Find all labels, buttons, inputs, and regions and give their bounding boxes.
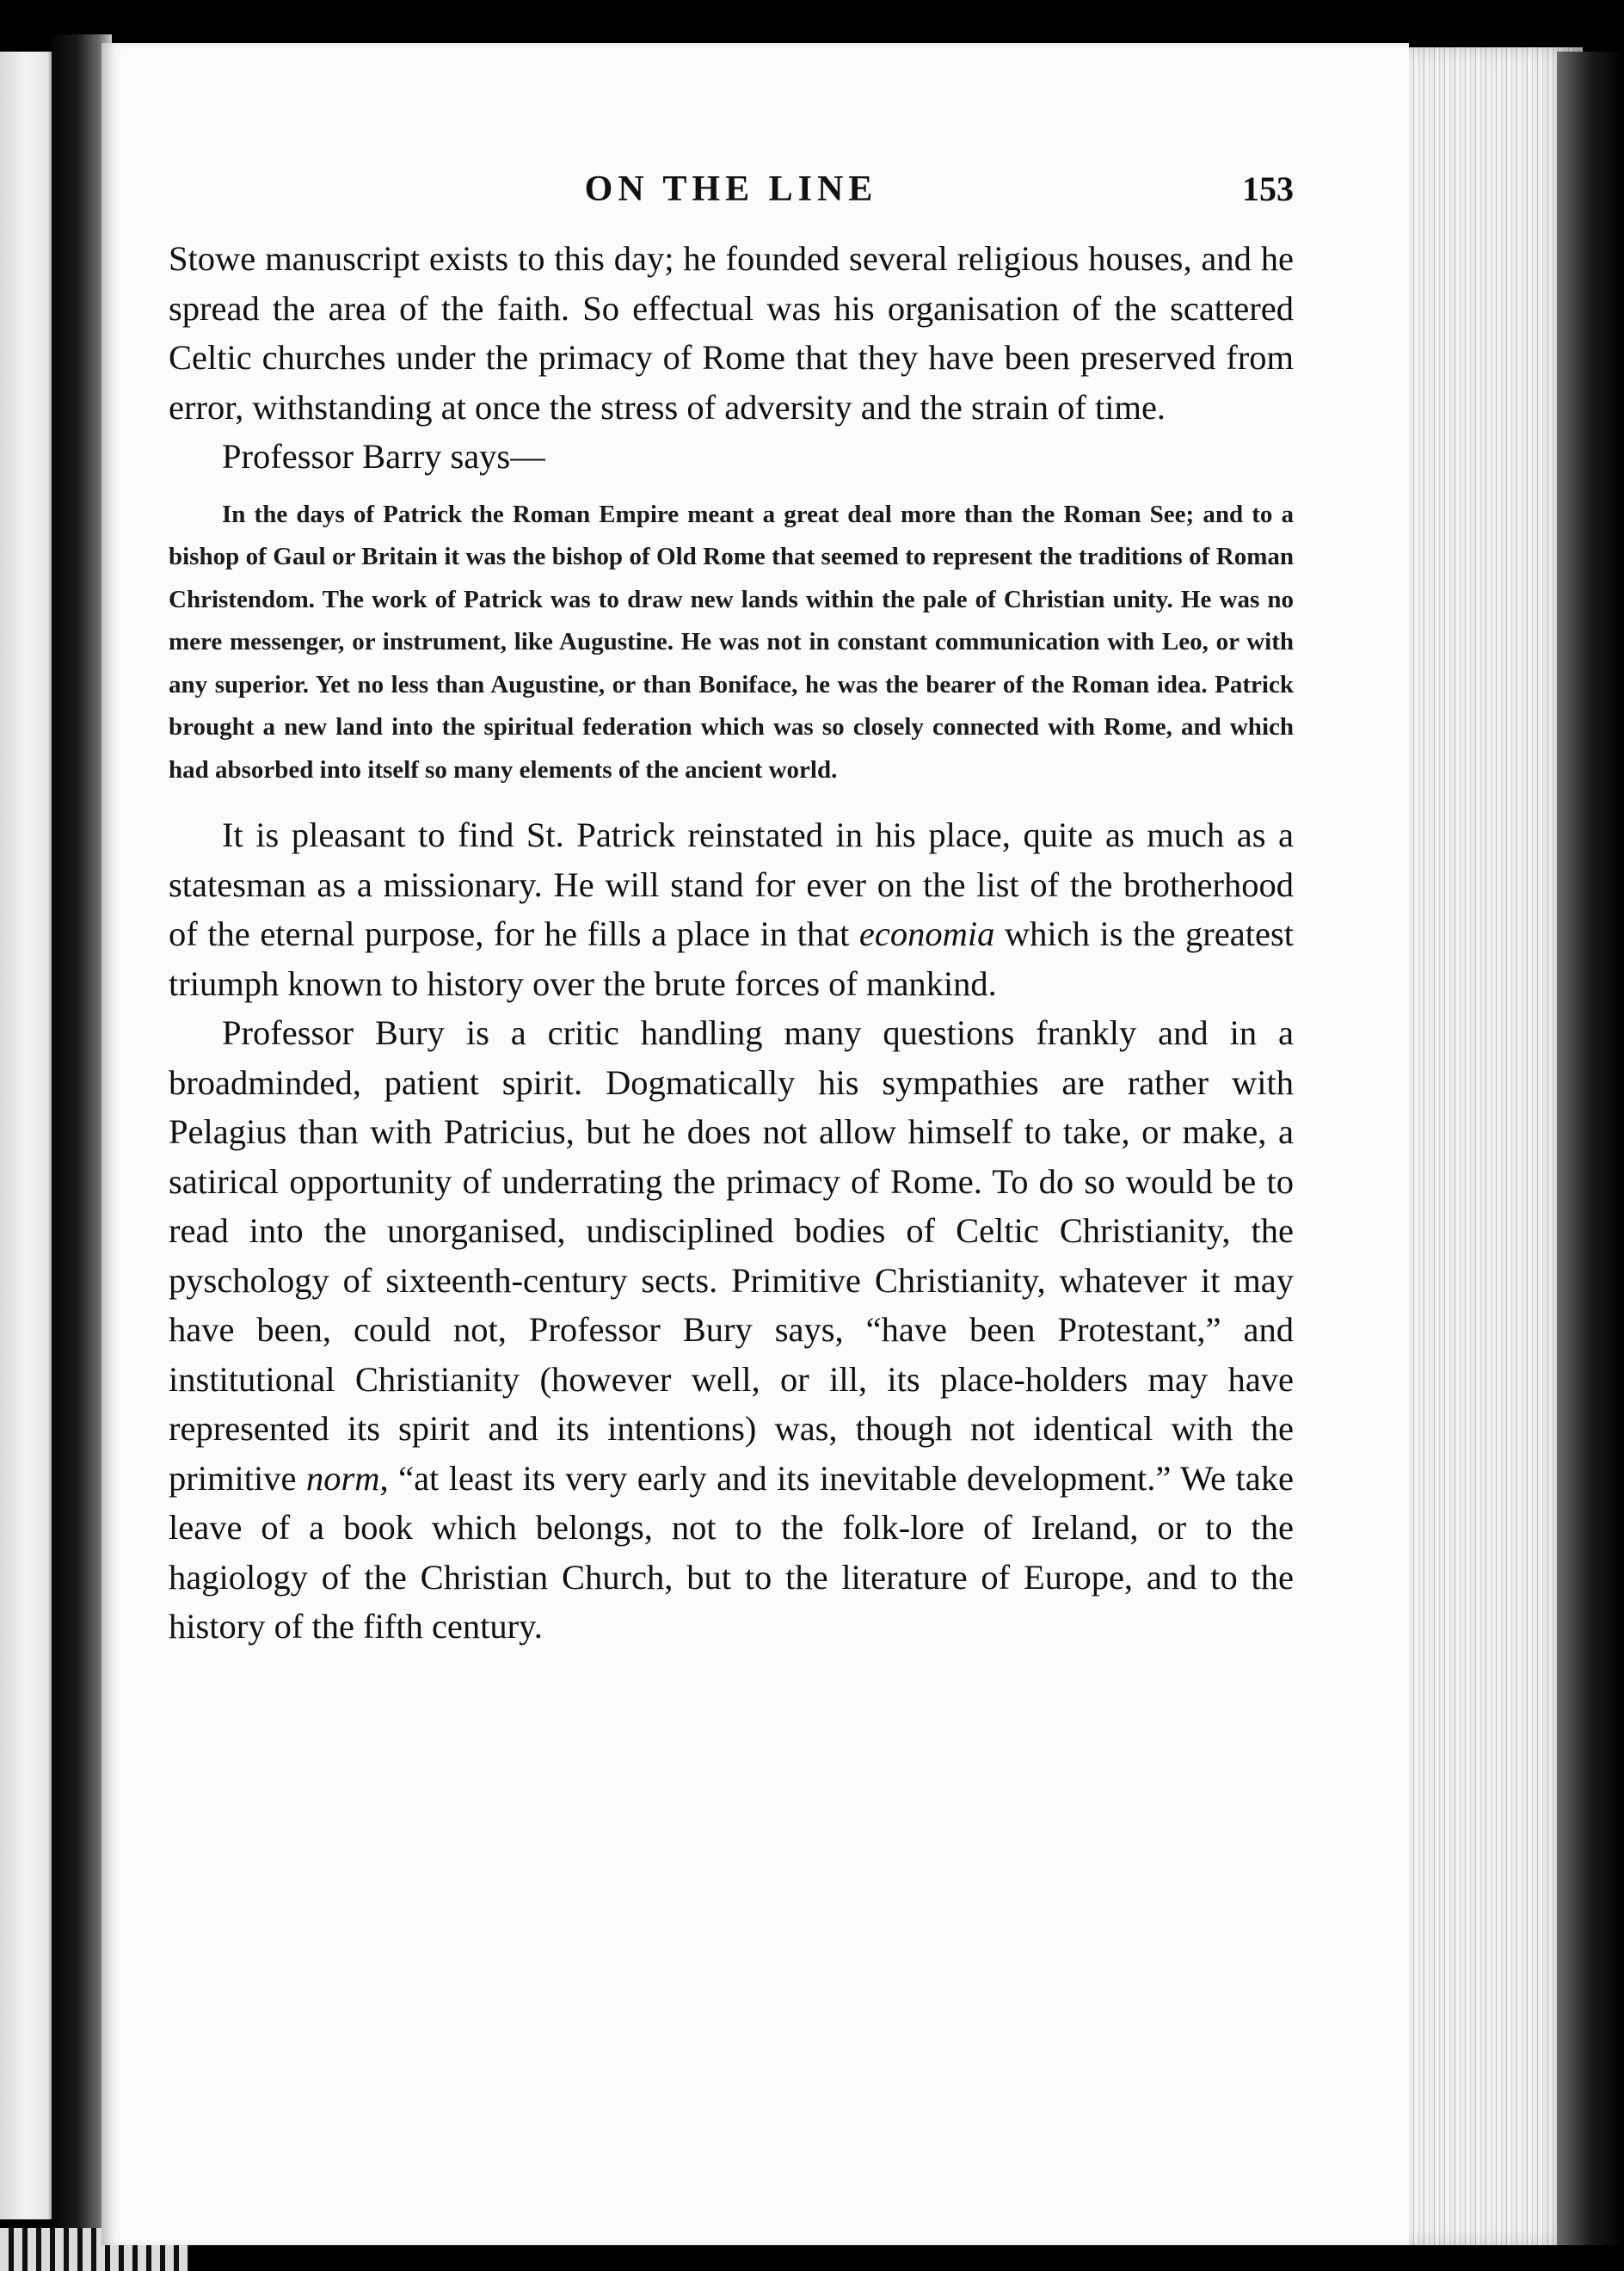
fore-edge-shadow [1557,52,1624,2245]
block-quote: In the days of Patrick the Roman Empire meant a great deal more than the Roman See; and to a bishop of Gaul or Britain it was the bishop of Old Rome that seemed to represent the traditions of Roman Christendom. The work of Patrick was to draw new lands within the pale of Christian unity. He was no mere messenger, or instrument, like Augustine. He was not in constant communication with Leo, or with any superior. Yet no less than Augustine, or than Boniface, he was the bearer of the Roman idea. Patrick brought a new land into the spiritual federation which was so closely connected with Rome, and which had absorbed into itself so many elements of the ancient world. [169,500,1294,784]
italic-term-norm: norm [305,1458,380,1498]
italic-term-economia: economia [858,914,995,953]
paragraph-bury-text-2: , “at least its very early and its inevitable development.” We take leave of a book which belongs, not to the folk-lore of Ireland, or to the hagiology of the Christian Church, but to the literature of Europe, and to the history of the fifth century. [169,1458,1294,1646]
paragraph-bury-text-1: Professor Bury is a critic handling many questions frankly and in a broadminded, patient spirit. Dogmatically his sympathies are rather with Pelagius than with Patricius, but he does not allow himself to take, or make, a satirical opportunity of underrating the primacy of Rome. To do so would be to read into the unorganised, undisciplined bodies of Celtic Christianity, the pyschology of sixteenth-century sects. Primitive Christianity, whatever it may have been, could not, Professor Bury says, “have been Protestant,” and institutional Christianity (however well, or ill, its place-holders may have represented its spirit and its intentions) was, though not identical with the primitive [169,1013,1294,1498]
running-title: ON THE LINE [584,169,878,209]
paragraph-patrick [169,810,1294,1008]
paragraph-bury [169,1008,1294,1652]
book-page [102,43,1409,2245]
paragraph-quote-intro: Professor Barry says— [222,437,545,476]
page-number: 153 [1242,169,1294,208]
running-head [169,163,1294,215]
paragraph-patrick-text-2: which is the greatest triumph known to history over the brute forces of mankind. [169,914,1294,1003]
page-text-block [169,163,1294,1652]
paragraph-continued: Stowe manuscript exists to this day; he founded several religious houses, and he spread the area of the faith. So effectual was his organisation of the scattered Celtic churches under the primacy of Rome that they have been preserved from error, withstanding at once the stress of adversity and the strain of time. [169,239,1294,427]
paragraph-patrick-text-1: It is pleasant to find St. Patrick reinstated in his place, quite as much as a statesman as a missionary. He will stand for ever on the list of the brotherhood of the eternal purpose, for he fills a place in that [169,815,1294,953]
page-fore-edge [1393,47,1583,2245]
